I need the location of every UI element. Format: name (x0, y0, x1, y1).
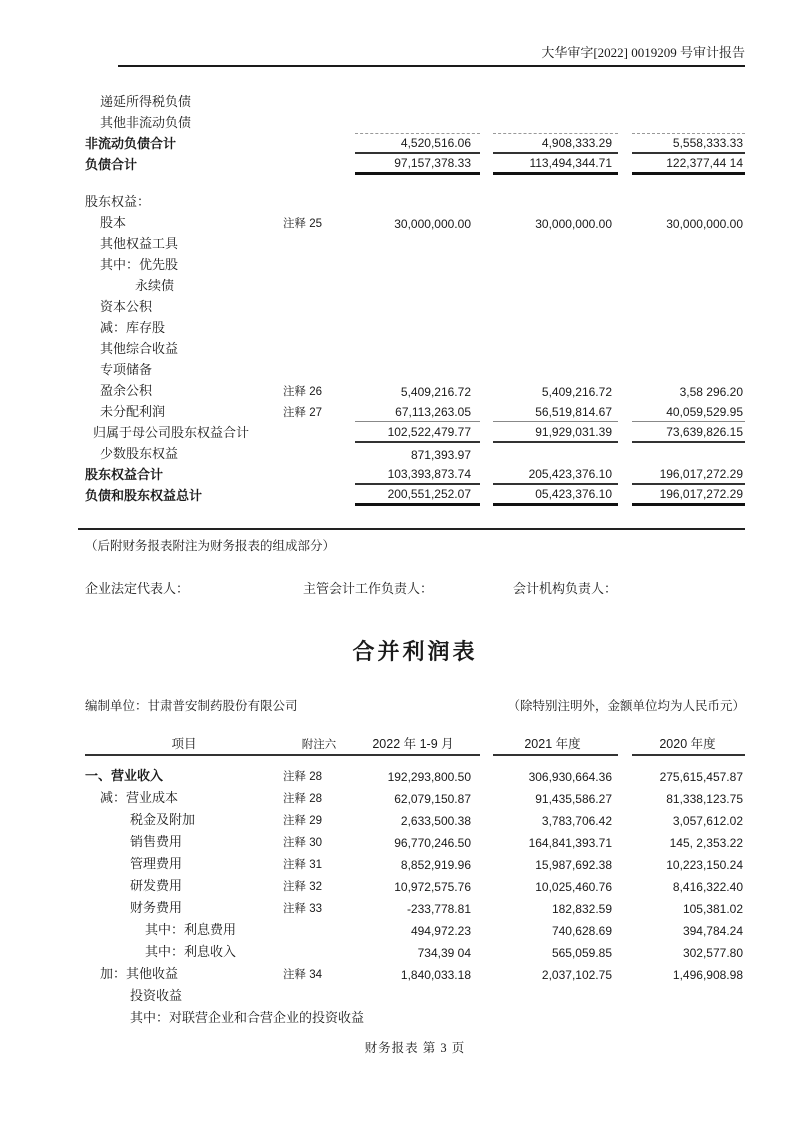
row-label: 销售费用 (130, 834, 183, 849)
value-2021: 91,435,586.27 (535, 792, 612, 806)
value-col3: 122,377,44 14 (632, 154, 745, 175)
table-row (85, 830, 745, 852)
value-col2: 05,423,376.10 (493, 485, 618, 506)
row-label: 研发费用 (130, 878, 183, 893)
row-label: 投资收益 (130, 988, 183, 1003)
row-label: 其中：利息费用 (145, 922, 237, 937)
value-col1: 30,000,000.00 (394, 217, 471, 231)
note-ref: 注释 34 (283, 969, 322, 981)
row-label: 其他权益工具 (100, 236, 179, 251)
note-ref: 注释 27 (283, 407, 322, 419)
row-label: 管理费用 (130, 856, 183, 871)
value-col1: 103,393,873.74 (355, 464, 480, 485)
income-table-header (85, 732, 745, 756)
note-ref: 注释 25 (283, 218, 322, 230)
value-2021: 15,987,692.38 (535, 858, 612, 872)
table-row (85, 422, 745, 443)
prepared-by-line (85, 696, 745, 714)
table-row (85, 896, 745, 918)
table-row (85, 1006, 745, 1028)
value-2020: 81,338,123.75 (666, 792, 743, 806)
row-label: 少数股东权益 (100, 446, 179, 461)
row-label: 股本 (100, 215, 127, 230)
value-col1: 5,409,216.72 (400, 385, 471, 399)
value-2022: 10,972,575.76 (394, 880, 471, 894)
row-label: 股东权益合计 (85, 467, 164, 482)
value-col2: 5,409,216.72 (541, 385, 612, 399)
row-label: 未分配利润 (100, 404, 166, 419)
page-footer: 财务报表 第 3 页 (364, 1041, 466, 1055)
table-row (85, 852, 745, 874)
value-2020: 145, 2,353.22 (669, 836, 743, 850)
column-header-note: 附注六 (283, 732, 355, 756)
row-label: 股东权益： (85, 194, 151, 209)
row-label: 永续债 (135, 278, 175, 293)
column-header-2020: 2020 年度 (632, 732, 745, 756)
section-divider (78, 528, 745, 530)
value-2020: 10,223,150.24 (666, 858, 743, 872)
table-row (85, 764, 745, 786)
value-2021: 740,628.69 (551, 924, 612, 938)
report-number: 大华审字[2022] 0019209 号审计报告 (541, 45, 745, 60)
row-label: 减：营业成本 (100, 790, 179, 805)
value-col3: 40,059,529.95 (632, 401, 745, 422)
table-row (85, 233, 745, 254)
value-col1: 102,522,479.77 (355, 422, 480, 443)
table-row (85, 786, 745, 808)
value-col3: 196,017,272.29 (632, 485, 745, 506)
value-2022: 2,633,500.38 (400, 814, 471, 828)
row-label: 非流动负债合计 (85, 136, 177, 151)
note-ref: 注释 28 (283, 771, 322, 783)
table-row (85, 254, 745, 275)
column-header-2022: 2022 年 1-9 月 (355, 732, 480, 756)
value-2021: 306,930,664.36 (528, 770, 612, 784)
table-row (85, 380, 745, 401)
table-row (85, 359, 745, 380)
value-2020: 275,615,457.87 (659, 770, 743, 784)
row-label: 其中：对联营企业和合营企业的投资收益 (130, 1010, 365, 1025)
note-ref: 注释 28 (283, 793, 322, 805)
table-row (85, 401, 745, 422)
column-header-item: 项目 (85, 732, 283, 756)
row-label: 负债和股东权益总计 (85, 488, 203, 503)
value-2022: 8,852,919.96 (400, 858, 471, 872)
row-label: 其他非流动负债 (100, 115, 192, 130)
table-row (85, 962, 745, 984)
value-2020: 105,381.02 (682, 902, 743, 916)
value-col2: 56,519,814.67 (493, 401, 618, 422)
value-2020: 394,784.24 (682, 924, 743, 938)
row-label: 盈余公积 (100, 383, 153, 398)
table-row (85, 874, 745, 896)
row-label: 减：库存股 (100, 320, 166, 335)
value-col1: 200,551,252.07 (355, 485, 480, 506)
legal-representative-label: 企业法定代表人： (85, 581, 190, 596)
row-label: 递延所得税负债 (100, 94, 192, 109)
value-2020: 8,416,322.40 (672, 880, 743, 894)
value-2021: 10,025,460.76 (535, 880, 612, 894)
value-col2: 113,494,344.71 (493, 154, 618, 175)
table-row (85, 212, 745, 233)
value-2022: 62,079,150.87 (394, 792, 471, 806)
row-label: 负债合计 (85, 157, 138, 172)
table-row (85, 918, 745, 940)
prepared-by: 编制单位：甘肃普安制药股份有限公司 (85, 699, 298, 713)
column-header-2021: 2021 年度 (493, 732, 618, 756)
row-label: 加：其他收益 (100, 966, 179, 981)
row-label: 资本公积 (100, 299, 153, 314)
table-row (85, 296, 745, 317)
income-statement-title: 合并利润表 (352, 639, 478, 664)
income-statement-table (85, 764, 745, 1028)
table-row (85, 485, 745, 506)
table-row (85, 91, 745, 112)
value-2020: 3,057,612.02 (672, 814, 743, 828)
table-row (85, 464, 745, 485)
note-ref: 注释 33 (283, 903, 322, 915)
table-row (85, 317, 745, 338)
note-ref: 注释 32 (283, 881, 322, 893)
value-col2: 91,929,031.39 (493, 422, 618, 443)
value-2020: 1,496,908.98 (672, 968, 743, 982)
value-2022: 734,39 04 (417, 946, 471, 960)
value-col3: 5,558,333.33 (632, 133, 745, 154)
value-col1: 67,113,263.05 (355, 401, 480, 422)
note-ref: 注释 30 (283, 837, 322, 849)
table-row (85, 338, 745, 359)
value-2021: 182,832.59 (551, 902, 612, 916)
value-col2: 30,000,000.00 (535, 217, 612, 231)
value-2022: -233,778.81 (406, 902, 471, 916)
value-2022: 1,840,033.18 (400, 968, 471, 982)
accounting-dept-label: 会计机构负责人： (513, 581, 618, 596)
accounting-head-label: 主管会计工作负责人： (303, 581, 434, 596)
value-2021: 2,037,102.75 (541, 968, 612, 982)
value-2021: 565,059.85 (551, 946, 612, 960)
table-row (85, 112, 745, 133)
value-col1: 97,157,378.33 (355, 154, 480, 175)
row-label: 税金及附加 (130, 812, 196, 827)
currency-note: （除特别注明外，金额单位均为人民币元） (507, 699, 745, 713)
value-col1: 871,393.97 (410, 448, 471, 462)
table-row (85, 154, 745, 175)
value-2020: 302,577.80 (682, 946, 743, 960)
table-row (85, 443, 745, 464)
value-2022: 192,293,800.50 (387, 770, 471, 784)
note-ref: 注释 31 (283, 859, 322, 871)
row-label: 其中：利息收入 (145, 944, 237, 959)
table-row (85, 808, 745, 830)
note-ref: 注释 26 (283, 386, 322, 398)
value-col3: 30,000,000.00 (666, 217, 743, 231)
value-col2: 205,423,376.10 (493, 464, 618, 485)
value-col3: 73,639,826.15 (632, 422, 745, 443)
balance-sheet-section (85, 91, 745, 506)
value-2021: 164,841,393.71 (528, 836, 612, 850)
row-label: 归属于母公司股东权益合计 (93, 425, 250, 440)
table-row (85, 133, 745, 154)
table-row (85, 191, 745, 212)
value-col1: 4,520,516.06 (355, 133, 480, 154)
row-label: 其他综合收益 (100, 341, 179, 356)
note-ref: 注释 29 (283, 815, 322, 827)
table-row (85, 984, 745, 1006)
value-col2: 4,908,333.29 (493, 133, 618, 154)
table-row (85, 275, 745, 296)
row-label: 财务费用 (130, 900, 183, 915)
header-rule (118, 65, 745, 67)
value-col3: 196,017,272.29 (632, 464, 745, 485)
row-label: 其中：优先股 (100, 257, 179, 272)
notes-disclaimer: （后附财务报表附注为财务报表的组成部分） (85, 539, 336, 553)
table-row (85, 940, 745, 962)
row-label: 专项储备 (100, 362, 153, 377)
value-2022: 494,972.23 (410, 924, 471, 938)
signature-line (85, 578, 745, 597)
value-2022: 96,770,246.50 (394, 836, 471, 850)
value-2021: 3,783,706.42 (541, 814, 612, 828)
value-col3: 3,58 296.20 (679, 385, 743, 399)
row-label: 一、营业收入 (85, 768, 164, 783)
